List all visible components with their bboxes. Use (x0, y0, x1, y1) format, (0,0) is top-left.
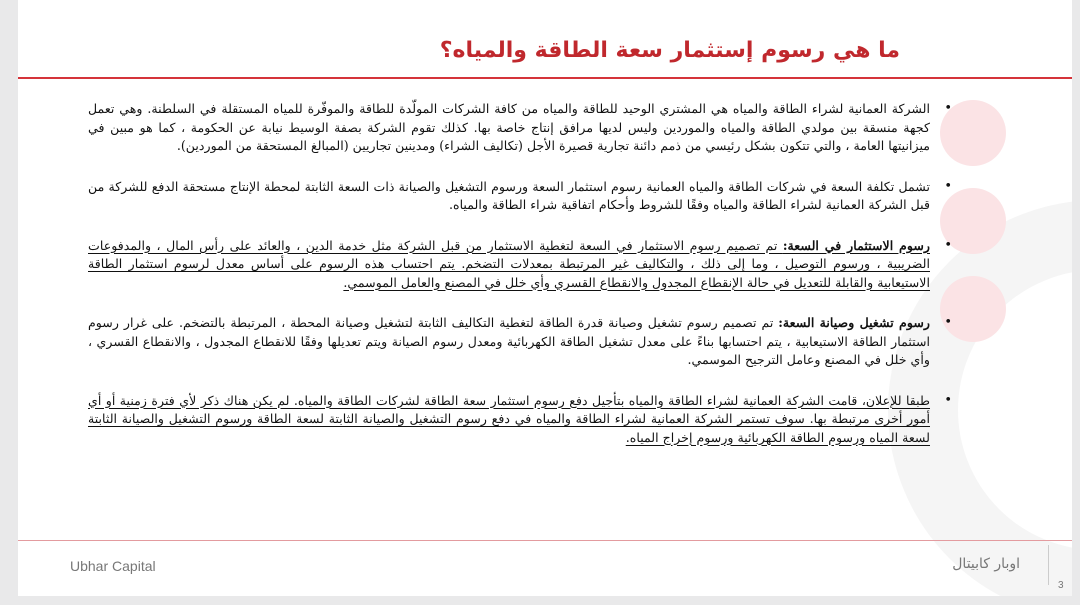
bullet-icon: • (944, 392, 952, 408)
page-number: 3 (1058, 580, 1064, 591)
paragraph-text: تم تصميم رسوم الاستثمار في السعة لتغطية الاستثمار من قبل الشركة مثل خدمة الدين ، والعائد على رأس المال ، والمدفوعات الضريبية ، ورسوم التوصيل ، وما إلى ذلك ، والتكاليف غير المرتبطة بمعدلات التضخم. يتم احتساب هذه الرسوم على أساس معدل لرسوم استثمار الطاقة الاستيعابية والقابلة للتعديل في حالة الإنقطاع المجدول والانقطاع القسري وأي خلل في المصنع والعامل الموسمي. (88, 237, 930, 290)
footer-brand-arabic: اوبار كابيتال (952, 556, 1020, 572)
bullet-icon: • (944, 315, 952, 330)
paragraph-2 (88, 178, 955, 215)
footer-divider (18, 540, 1072, 541)
title-divider (18, 77, 1072, 79)
slide-content (88, 100, 955, 469)
bullet-icon: • (944, 101, 952, 116)
slide-title: ما هي رسوم إستثمار سعة الطاقة والمياه؟ (439, 38, 900, 63)
bullet-icon: • (944, 237, 952, 253)
paragraph-lead: رسوم الاستثمار في السعة: (782, 237, 930, 253)
paragraph-text: تم تصميم رسوم تشغيل وصيانة قدرة الطاقة لتغطية التكاليف الثابتة لتشغيل وصيانة المحطة ، المرتبطة بالتضخم. على غرار رسوم استثمار الطاقة الاستيعابية ، يتم احتسابها بناءً على معدل تشغيل الطاقة الكهربائية ومعدل رسوم الصيانة ويتم تعديلها وفقًا للانقطاع المجدول ، والانقطاع القسري ، وأي خلل في المصنع وعامل الترجيح الموسمي. (88, 315, 930, 367)
paragraph-4 (88, 314, 955, 370)
paragraph-3 (88, 237, 955, 293)
bullet-icon: • (944, 178, 952, 194)
paragraph-5 (88, 392, 955, 448)
footer-brand-english: Ubhar Capital (70, 558, 156, 574)
slide (18, 0, 1072, 596)
paragraph-1 (88, 100, 955, 156)
paragraph-text: طبقا للإعلان، قامت الشركة العمانية لشراء الطاقة والمياه بتأجيل دفع رسوم استثمار سعة الطاقة لشركات الطاقة والمياه. لم يكن هناك ذكر لأي فترة زمنية أو أي أمور أخرى مرتبطة بها. سوف تستمر الشركة العمانية لشراء الطاقة والمياه في دفع رسوم التشغيل والصيانة الثابتة لسعة الطاقة ورسوم التشغيل والصيانة الثابتة لسعة المياه ورسوم الطاقة الكهربائية ورسوم إخراج المياه. (88, 392, 930, 445)
paragraph-text: الشركة العمانية لشراء الطاقة والمياه هي المشتري الوحيد للطاقة والمياه من كافة الشركات المولّدة للطاقة والموفّرة للمياه المستقلة في السلطنة. وهي تعمل كجهة منسقة بين مولدي الطاقة والمياه والموردين وليس لديها مرافق إنتاج خاصة بها. كذلك تقوم الشركة بصفة الوسيط نيابة عن الحكومة ، كما هو مبين في ميزانيتها العامة ، والتي تتكون بشكل رئيسي من ذمم دائنة تجارية قصيرة الأجل (تكاليف الشراء) ومدينين تجاريين (المبالغ المستحقة من الموردين). (88, 101, 930, 153)
paragraph-lead: رسوم تشغيل وصيانة السعة: (778, 315, 930, 330)
paragraph-text: تشمل تكلفة السعة في شركات الطاقة والمياه العمانية رسوم استثمار السعة ورسوم التشغيل والصيانة ذات السعة الثابتة لمحطة الإنتاج مستحقة الدفع للشركة من قبل الشركة العمانية لشراء الطاقة والمياه وفقًا للشروط وأحكام اتفاقية شراء الطاقة والمياه. (88, 178, 930, 212)
footer-separator (1048, 545, 1049, 585)
